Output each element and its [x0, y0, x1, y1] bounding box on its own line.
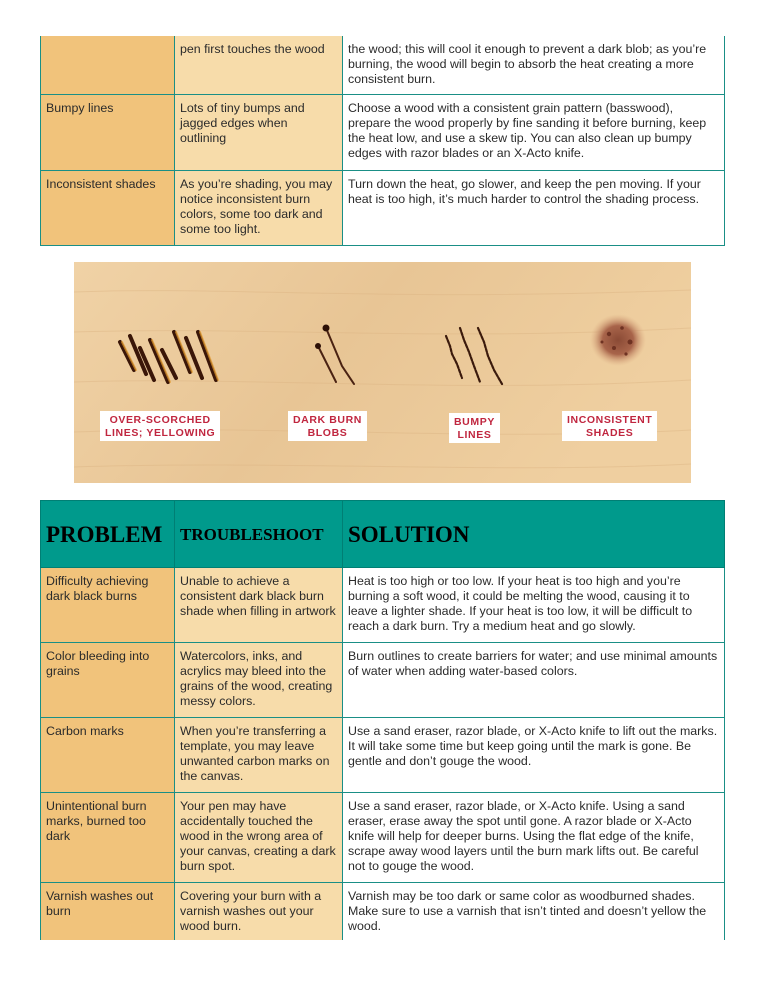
table-header-row	[41, 501, 725, 568]
troubleshoot-cell: When you’re transferring a template, you may leave unwanted carbon marks on the canvas.	[175, 718, 343, 793]
table-row	[41, 36, 725, 95]
table-row	[41, 568, 725, 643]
troubleshoot-cell: Lots of tiny bumps and jagged edges when outlining	[175, 95, 343, 171]
wood-board-image	[74, 262, 691, 483]
solution-cell: Use a sand eraser, razor blade, or X-Acto knife. Using a sand eraser, erase away the spot until gone. A razor blade or X-Acto knife will help for deeper burns. Using the flat edge of the knife, scrape away wood layers until the burn mark lifts out. Be careful not to gouge the wood.	[343, 793, 725, 883]
problem-cell: Bumpy lines	[41, 95, 175, 171]
problem-cell: Varnish washes out burn	[41, 883, 175, 941]
troubleshoot-cell: As you’re shading, you may notice inconsistent burn colors, some too dark and some too light.	[175, 171, 343, 246]
solution-cell: Use a sand eraser, razor blade, or X-Acto knife to lift out the marks. It will take some time but keep going until the mark is gone. Be gentle and don’t gouge the wood.	[343, 718, 725, 793]
label-bumpy-lines: BUMPY LINES	[449, 413, 500, 443]
header-solution: SOLUTION	[343, 501, 725, 568]
problem-cell: Difficulty achieving dark black burns	[41, 568, 175, 643]
table-row	[41, 643, 725, 718]
problem-cell: Carbon marks	[41, 718, 175, 793]
problem-cell	[41, 36, 175, 95]
troubleshoot-cell: pen first touches the wood	[175, 36, 343, 95]
solution-cell: the wood; this will cool it enough to prevent a dark blob; as you’re burning, the wood will begin to absorb the heat creating a more consistent burn.	[343, 36, 725, 95]
troubleshoot-cell: Your pen may have accidentally touched the wood in the wrong area of your canvas, creating a dark burn spot.	[175, 793, 343, 883]
table-row	[41, 95, 725, 171]
label-dark-burn-blobs: DARK BURN BLOBS	[288, 411, 367, 441]
problem-cell: Color bleeding into grains	[41, 643, 175, 718]
troubleshoot-cell: Unable to achieve a consistent dark black burn shade when filling in artwork	[175, 568, 343, 643]
table-row	[41, 793, 725, 883]
solution-cell: Varnish may be too dark or same color as woodburned shades. Make sure to use a varnish that isn’t tinted and doesn’t yellow the wood.	[343, 883, 725, 941]
problem-cell: Unintentional burn marks, burned too dark	[41, 793, 175, 883]
troubleshoot-cell: Watercolors, inks, and acrylics may bleed into the grains of the wood, creating messy colors.	[175, 643, 343, 718]
header-troubleshoot: TROUBLESHOOT	[175, 501, 343, 568]
solution-cell: Burn outlines to create barriers for water; and use minimal amounts of water when adding water-based colors.	[343, 643, 725, 718]
problem-cell: Inconsistent shades	[41, 171, 175, 246]
label-over-scorched: OVER-SCORCHED LINES; YELLOWING	[100, 411, 220, 441]
label-inconsistent-shades: INCONSISTENT SHADES	[562, 411, 657, 441]
header-problem: PROBLEM	[41, 501, 175, 568]
solution-cell: Turn down the heat, go slower, and keep the pen moving. If your heat is too high, it’s much harder to control the shading process.	[343, 171, 725, 246]
table-row	[41, 883, 725, 941]
table-row	[41, 718, 725, 793]
table-row	[41, 171, 725, 246]
troubleshooting-table-continued	[40, 36, 725, 246]
troubleshooting-table	[40, 500, 725, 940]
solution-cell: Choose a wood with a consistent grain pattern (basswood), prepare the wood properly by fine sanding it before burning, keep the heat low, and use a skew tip. You can also clean up bumpy edges with razor blades or an X-Acto knife.	[343, 95, 725, 171]
solution-cell: Heat is too high or too low. If your heat is too high and you’re burning a soft wood, it could be melting the wood, causing it to leave a lighter shade. If your heat is too low, it will be difficult to reach a dark burn. Try a medium heat and go slowly.	[343, 568, 725, 643]
wood-burn-samples-photo	[74, 262, 691, 483]
troubleshoot-cell: Covering your burn with a varnish washes out your wood burn.	[175, 883, 343, 941]
